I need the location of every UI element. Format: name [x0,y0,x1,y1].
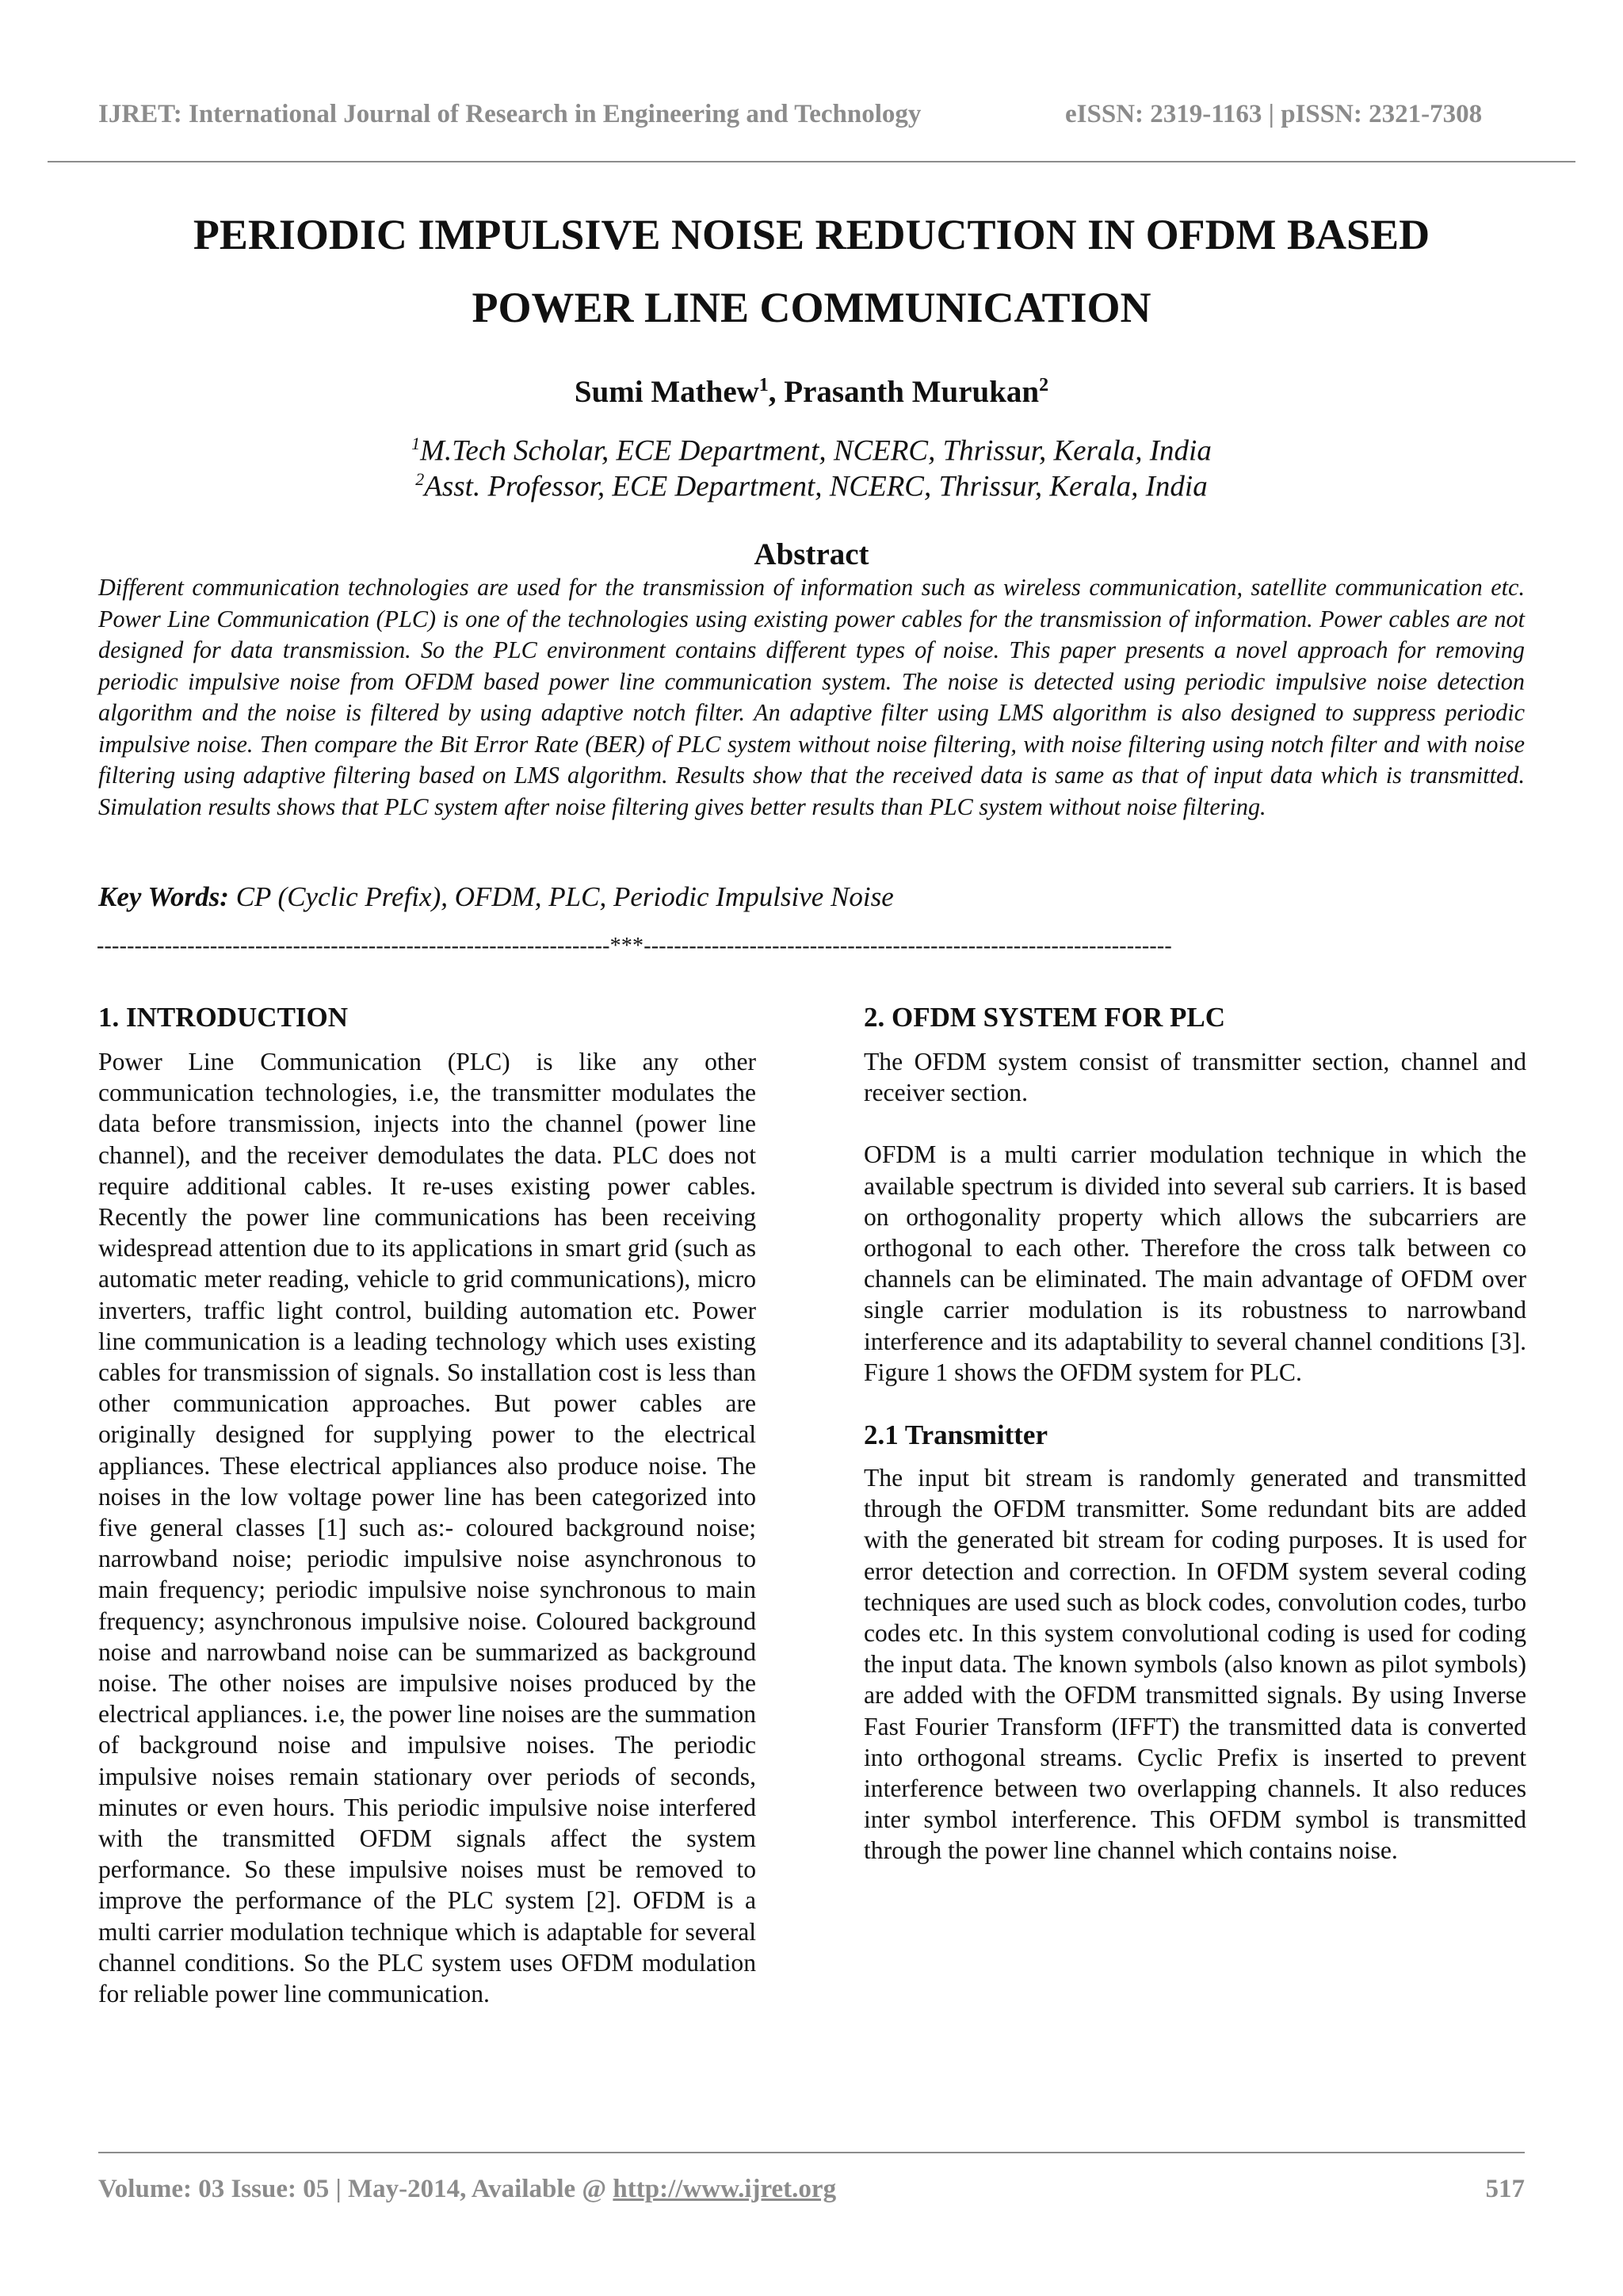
transmitter-heading: 2.1 Transmitter [864,1419,1048,1451]
ofdm-paragraph-2: OFDM is a multi carrier modulation technique in which the available spectrum is divided into several sub carriers. It is based on orthogonality property which allows the subcarriers are orthogonal to each other. Therefore the cross talk between co channels can be eliminated. The main advantage of OFDM over single carrier modulation is its robustness to narrowband interference and its adaptability to several channel conditions [3]. Figure 1 shows the OFDM system for PLC. [864,1140,1526,1386]
header-rule [48,161,1575,162]
affiliation-2 [98,469,1525,503]
page-number: 517 [1485,2175,1525,2203]
keywords-text: CP (Cyclic Prefix), OFDM, PLC, Periodic Impulsive Noise [228,881,894,912]
author-list [98,374,1525,410]
affiliation-2-sup: 2 [415,469,425,489]
journal-name: IJRET: International Journal of Research in Engineering and Technology [98,100,922,128]
intro-paragraph: Power Line Communication (PLC) is like any other communication technologies, i.e, the transmitter modulates the data before transmission, injects into the channel (power line channel), and the receiver demodulates the data. PLC does not require additional cables. It re-uses existing power cables. Recently the power line communications has been receiving widespread attention due to its applications in smart grid (such as automatic meter reading, vehicle to grid communications), micro inverters, traffic light control, building automation etc. Power line communication is a leading technology which uses existing cables for transmission of signals. So installation cost is less than other communication approaches. But power cables are originally designed for supplying power to the electrical appliances. These electrical appliances also produce noise. The noises in the low voltage power line has been categorized into five general classes [1] such as:- coloured background noise; narrowband noise; periodic impulsive noise asynchronous to main frequency; periodic impulsive noise synchronous to main frequency; asynchronous impulsive noise. Coloured background noise and narrowband noise can be summarized as background noise. The other noises are impulsive noises produced by the electrical appliances. i.e, the power line noises are the summation of background noise and impulsive noises. The periodic impulsive noises remain stationary over periods of seconds, minutes or even hours. This periodic impulsive noise interfered with the transmitted OFDM signals affect the system performance. So these impulsive noises must be removed to improve the performance of the PLC system [2]. OFDM is a multi carrier modulation technique which is adaptable for several channel conditions. So the PLC system uses OFDM modulation for reliable power line communication. [98,1048,756,2008]
transmitter-paragraph: The input bit stream is randomly generated and transmitted through the OFDM transmitter. Some redundant bits are added with the generated bit stream for coding purposes. It is used for error detection and correction. In OFDM system several coding techniques are used such as block codes, convolution codes, turbo codes etc. In this system convolutional coding is used for coding the input data. The known symbols (also known as pilot symbols) are added with the OFDM transmitted signals. By using Inverse Fast Fourier Transform (IFFT) the transmitted data is converted into orthogonal streams. Cyclic Prefix is inserted to prevent interference between two overlapping channels. It also reduces inter symbol interference. This OFDM symbol is transmitted through the power line channel which contains noise. [864,1464,1526,1865]
abstract-heading: Abstract [754,537,869,571]
author-2: Prasanth Murukan [784,375,1040,409]
keywords [98,881,894,913]
author-2-sup: 2 [1039,375,1049,395]
abstract-text: Different communication technologies are used for the transmission of information such as wireless communication, satellite communication etc. Power Line Communication (PLC) is one of the technologies using existing power cables for the transmission of information. Power cables are not designed for data transmission. So the PLC environment contains different types of noise. This paper presents a novel approach for removing periodic impulsive noise from OFDM based power line communication system. The noise is detected using periodic impulsive noise detection algorithm and the noise is filtered by using adaptive notch filter. An adaptive filter using LMS algorithm is also designed to suppress periodic impulsive noise. Then compare the Bit Error Rate (BER) of PLC system without noise filtering, with noise filtering using notch filter and with noise filtering using adaptive filtering based on LMS algorithm. Results show that the received data is same as that of input data which is transmitted. Simulation results shows that PLC system after noise filtering gives better results than PLC system without noise filtering. [98,574,1525,820]
author-1-sup: 1 [758,375,769,395]
left-column [98,1000,756,2009]
affiliation-2-text: Asst. Professor, ECE Department, NCERC, Thrissur, Kerala, India [424,470,1208,503]
title-line-2: POWER LINE COMMUNICATION [472,284,1151,331]
author-separator: , [768,375,785,409]
ofdm-paragraph-1: The OFDM system consist of transmitter section, channel and receiver section. [864,1048,1526,1107]
author-1: Sumi Mathew [574,375,759,409]
footer-journal-link[interactable]: http://www.ijret.org [613,2175,837,2203]
right-column [864,1000,1526,1866]
keywords-label: Key Words: [98,881,229,912]
section-divider: --------------------------------------------------------------------***---------------------------------------------------------------------- [97,934,1172,958]
affiliation-1 [98,434,1525,468]
intro-heading: 1. INTRODUCTION [98,1002,349,1033]
affiliation-1-sup: 1 [411,434,421,453]
title-line-1: PERIODIC IMPULSIVE NOISE REDUCTION IN OFDM BASED [193,211,1430,258]
footer-volume-text: Volume: 03 Issue: 05 | May-2014, Available @ [98,2175,613,2203]
footer-volume [98,2175,836,2204]
ofdm-heading: 2. OFDM SYSTEM FOR PLC [864,1002,1225,1033]
journal-issn: eISSN: 2319-1163 | pISSN: 2321-7308 [1065,100,1483,128]
footer-rule [98,2152,1525,2153]
affiliation-1-text: M.Tech Scholar, ECE Department, NCERC, Thrissur, Kerala, India [420,434,1212,468]
paper-title [98,198,1525,344]
